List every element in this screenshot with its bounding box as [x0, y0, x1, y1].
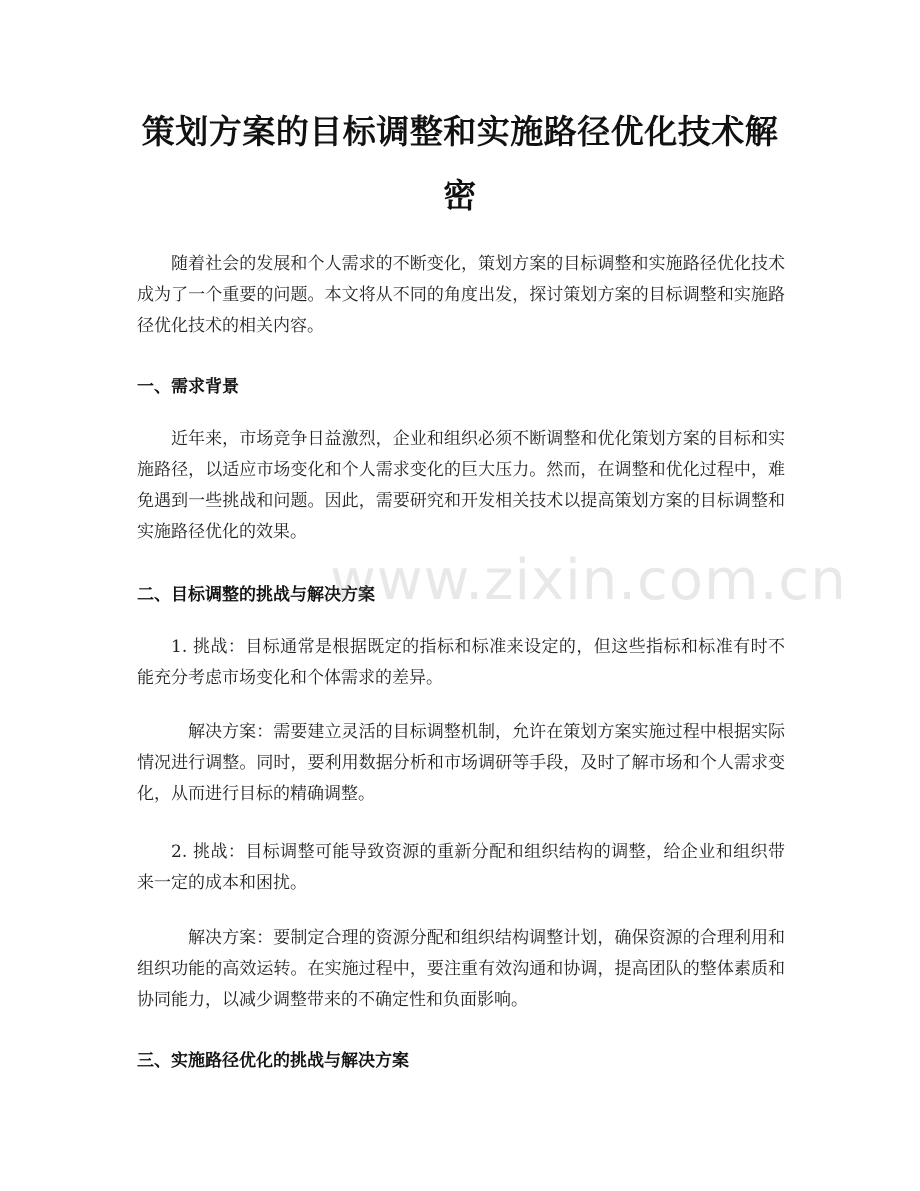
section-1-heading: 一、需求背景	[137, 377, 239, 397]
document-title: 策划方案的目标调整和实施路径优化技术解密	[141, 112, 779, 215]
solution-1: 解决方案：需要建立灵活的目标调整机制，允许在策划方案实施过程中根据实际情况进行调整。同时，要利用数据分析和市场调研等手段，及时了解市场和个人需求变化，从而进行目标的精确调整。	[137, 722, 785, 804]
section-2-heading: 二、目标调整的挑战与解决方案	[137, 585, 375, 605]
section-3-heading: 三、实施路径优化的挑战与解决方案	[137, 1051, 409, 1071]
challenge-1: 1. 挑战：目标通常是根据既定的指标和标准来设定的，但这些指标和标准有时不能充分考虑市场变化和个体需求的差异。	[137, 637, 785, 688]
intro-paragraph: 随着社会的发展和个人需求的不断变化，策划方案的目标调整和实施路径优化技术成为了一个重要的问题。本文将从不同的角度出发，探讨策划方案的目标调整和实施路径优化技术的相关内容。	[137, 254, 785, 336]
watermark: www.zixin.com.cn	[330, 548, 847, 613]
section-1-body: 近年来，市场竞争日益激烈，企业和组织必须不断调整和优化策划方案的目标和实施路径，以适应市场变化和个人需求变化的巨大压力。然而，在调整和优化过程中，难免遇到一些挑战和问题。因此，需要研究和开发相关技术以提高策划方案的目标调整和实施路径优化的效果。	[137, 429, 785, 542]
solution-2: 解决方案：要制定合理的资源分配和组织结构调整计划，确保资源的合理利用和组织功能的高效运转。在实施过程中，要注重有效沟通和协调，提高团队的整体素质和协同能力，以减少调整带来的不确定性和负面影响。	[137, 928, 785, 1010]
challenge-2: 2. 挑战：目标调整可能导致资源的重新分配和组织结构的调整，给企业和组织带来一定的成本和困扰。	[137, 842, 785, 893]
